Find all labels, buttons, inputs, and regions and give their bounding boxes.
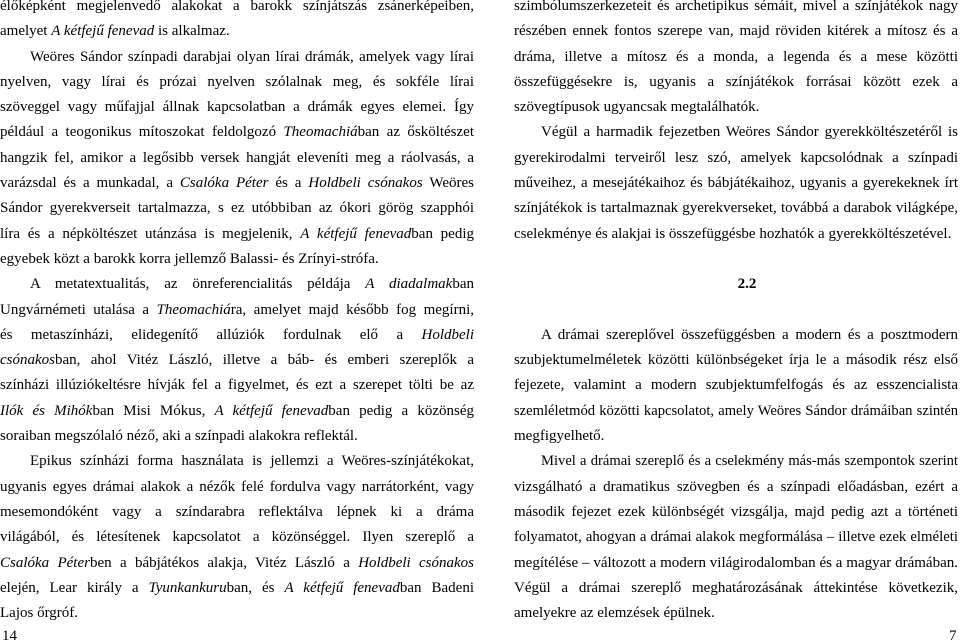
text-line [0, 601, 474, 626]
text-line [0, 500, 474, 525]
text-line [0, 373, 474, 398]
text-line [514, 500, 958, 525]
text-run: nyelven, vagy lírai és prózai nyelven szólalnak meg, és sokféle lírai [0, 73, 474, 90]
paragraph [0, 0, 474, 45]
italic-title: Csalóka Péter [179, 175, 269, 192]
text-line [514, 475, 958, 500]
text-line [0, 196, 474, 221]
text-run: fejezete, valamint a modern szubjektumfelfogás és az esszencialista [514, 377, 958, 394]
text-run: is alkalmaz. [154, 23, 230, 40]
text-line [514, 0, 958, 19]
text-run: vizsgálható a dramatikus szövegben és a színpadi előadásban, ezért a [514, 478, 958, 495]
text-run: ra, amelyet majd később fog megírni, [230, 301, 474, 318]
text-line [0, 19, 474, 44]
text-run: és a [268, 175, 309, 192]
italic-title: csónakos [0, 352, 55, 369]
text-run: Végül a harmadik fejezetben Weöres Sándor gyerekköltészetéről is [541, 124, 958, 141]
text-line [514, 525, 958, 550]
italic-title: A kétfejű fenevad [214, 402, 329, 419]
paragraph [0, 272, 474, 449]
text-run: ban, ahol Vitéz László, illetve a báb- és emberi szereplők a [55, 352, 474, 369]
italic-title: Holdbeli csónakos [358, 554, 474, 571]
text-run: Sándor gyerekverseit tartalmazza, s ez utóbbiban az ókori görög szapphói [0, 200, 474, 217]
text-run: ban pedig [411, 225, 474, 242]
text-run: gyerekirodalmi terveiről lesz szó, amelyek kapcsolódnak a színpadi [514, 149, 958, 166]
text-run: szövegtípusok ugyancsak megtalálhatók. [514, 99, 760, 116]
text-line [514, 576, 958, 601]
text-line [514, 222, 958, 247]
text-line [0, 272, 474, 297]
text-run: dráma, illetve a mítosz és a monda, a legenda és a mese közötti [514, 48, 958, 65]
text-run: szubjektumelméletek közötti különbségeket írja le a második rész első [514, 352, 958, 369]
text-line [514, 171, 958, 196]
text-line [514, 399, 958, 424]
text-run: amelyet [0, 23, 52, 40]
text-run: Ungvárnémeti utalása a [0, 301, 157, 318]
text-run: mesemondóként vagy a színdarabra reflektálva lépnek ki a dráma [0, 503, 474, 520]
text-line [514, 323, 958, 348]
text-run: A drámai szereplővel összefüggésben a modern és a posztmodern [541, 326, 958, 343]
text-run: ban, és [226, 579, 285, 596]
text-run: élőképként megjelenvedő alakokat a barokk színjátszás zsánerképeiben, [0, 0, 474, 14]
text-run: líra és a népköltészet utánzása is megjelenik, [0, 225, 301, 242]
paragraph [0, 449, 474, 626]
text-run: szöveggel vagy műfajjal állnak kapcsolatban a drámák egyes elemei. Így [0, 99, 474, 116]
right-page-text [514, 0, 958, 626]
text-line [514, 601, 958, 626]
text-run: varázsdal és a munkadal, a [0, 175, 180, 192]
text-run: soraiban megszólaló néző, aki a színpadi alakokra reflektál. [0, 428, 358, 445]
text-line [514, 146, 958, 171]
text-line [514, 70, 958, 95]
text-line [514, 95, 958, 120]
text-line [514, 424, 958, 449]
text-run: A metatextualitás, az önreferencialitás példája [30, 276, 366, 293]
text-run: folyamatot, ahogyan a drámai alakok megformálása – illetve ezek elméleti [514, 529, 958, 546]
left-page-number: 14 [2, 628, 17, 644]
text-run: színjátékok is tartalmaznak gyerekverseket, továbbá a darabok világképe, [514, 200, 958, 217]
text-line [0, 424, 474, 449]
text-line [514, 196, 958, 221]
paragraph [514, 0, 958, 120]
left-page-text [0, 0, 474, 626]
text-run: Lajos őrgróf. [0, 605, 79, 622]
text-run: ban Badeni [399, 579, 474, 596]
text-run: szemléletmód közötti kapcsolatot, amely Weöres Sándor drámáiban szintén [514, 402, 958, 419]
text-line [514, 120, 958, 145]
text-line [0, 222, 474, 247]
text-run: hangzik fel, amikor a legősibb versek hangját eleveníti meg a ráolvasás, a [0, 149, 474, 166]
text-run: ban Misi Mókus, [92, 402, 215, 419]
text-run: Mivel a drámai szereplő és a cselekmény más-más szempontok szerint [541, 453, 958, 470]
text-line [0, 449, 474, 474]
text-line [0, 298, 474, 323]
text-run: szimbólumszerkezeteit és archetipikus sémáit, mivel a színjátékok nagy [514, 0, 958, 14]
text-line [0, 45, 474, 70]
text-line [0, 323, 474, 348]
italic-title: Ilók és Mihók [0, 402, 93, 419]
text-line [0, 0, 474, 19]
paragraph [514, 323, 958, 449]
text-line [514, 45, 958, 70]
text-line [0, 146, 474, 171]
paragraph [514, 120, 958, 246]
italic-title: Csalóka Péter [0, 554, 90, 571]
text-line [0, 525, 474, 550]
text-line [514, 449, 958, 474]
text-line [0, 70, 474, 95]
text-run: műveihez, a mesejátékaihoz és bábjátékaihoz, ugyanis a gyerekeknek írt [514, 175, 958, 192]
text-line [0, 247, 474, 272]
text-line [0, 120, 474, 145]
text-run: ban az ősköltészet [357, 124, 474, 141]
text-run: ugyanis egyes drámai alakok a nézők felé fordulva vagy narrátorként, vagy [0, 478, 474, 495]
paragraph [514, 449, 958, 626]
text-line [0, 576, 474, 601]
text-run: és metaszínházi, elidegenítő allúziók fordulnak elő a [0, 326, 422, 343]
text-run: Epikus színházi forma használata is jellemzi a Weöres-színjátékokat, [30, 453, 474, 470]
section-heading: 2.2 [737, 276, 757, 293]
paragraph [0, 45, 474, 273]
italic-title: Holdbeli [421, 326, 474, 343]
italic-title: A kétfejű fenevad [51, 23, 155, 40]
text-line [0, 348, 474, 373]
italic-title: A diadalmak [365, 276, 453, 293]
text-run: színházi illúziókeltésre hívják fel a figyelmet, és ezt a szerepet tölti be az [0, 377, 474, 394]
text-run: megfigyelhető. [514, 428, 605, 445]
text-run: egyebek közt a barokk korra jellemző Balassi- és Zrínyi-strófa. [0, 250, 379, 267]
italic-title: Theomachiá [283, 124, 358, 141]
text-run: Weöres [422, 175, 474, 192]
text-line [0, 551, 474, 576]
text-line [514, 551, 958, 576]
text-line [0, 95, 474, 120]
text-run: cselekménye és alakjai is összefüggésbe hozhatók a gyerekköltészetével. [514, 225, 952, 242]
text-line [0, 399, 474, 424]
text-run: ben a bábjátékos alakja, Vitéz László a [89, 554, 359, 571]
text-line [0, 475, 474, 500]
text-run: ban pedig a közönség [328, 402, 474, 419]
italic-title: A kétfejű fenevad [300, 225, 412, 242]
right-page-number: 7 [949, 628, 957, 644]
italic-title: Tyunkankuru [148, 579, 227, 596]
text-run: Végül a drámai szereplő meghatározásának áttekintése következik, [514, 579, 958, 596]
text-line [514, 348, 958, 373]
text-run: elején, Lear király a [0, 579, 149, 596]
italic-title: A kétfejű fenevad [284, 579, 400, 596]
text-run: összefüggésekre is, ugyanis a színjátékok forrásai között ezek a [514, 73, 958, 90]
text-run: ban [452, 276, 474, 293]
italic-title: Theomachiá [156, 301, 231, 318]
text-run: részében ennek fontos szerepe van, majd röviden kitérek a mítosz és a [514, 23, 958, 40]
text-run: világából, és létesítenek kapcsolatot a közönséggel. Ilyen szereplő a [0, 529, 474, 546]
text-run: például a teogonikus mítoszokat feldolgozó [0, 124, 284, 141]
text-line [0, 171, 474, 196]
text-line [514, 19, 958, 44]
text-run: Weöres Sándor színpadi darabjai olyan lírai drámák, amelyek vagy lírai [30, 48, 474, 65]
text-run: második fejezet ezek különbségét vizsgálja, majd pedig azt a történeti [514, 503, 958, 520]
text-line [514, 373, 958, 398]
text-run: megítélése – változott a modern világirodalomban és a magyar drámában. [514, 554, 958, 571]
italic-title: Holdbeli csónakos [308, 175, 423, 192]
text-run: amelyekre az elemzések épülnek. [514, 605, 715, 622]
